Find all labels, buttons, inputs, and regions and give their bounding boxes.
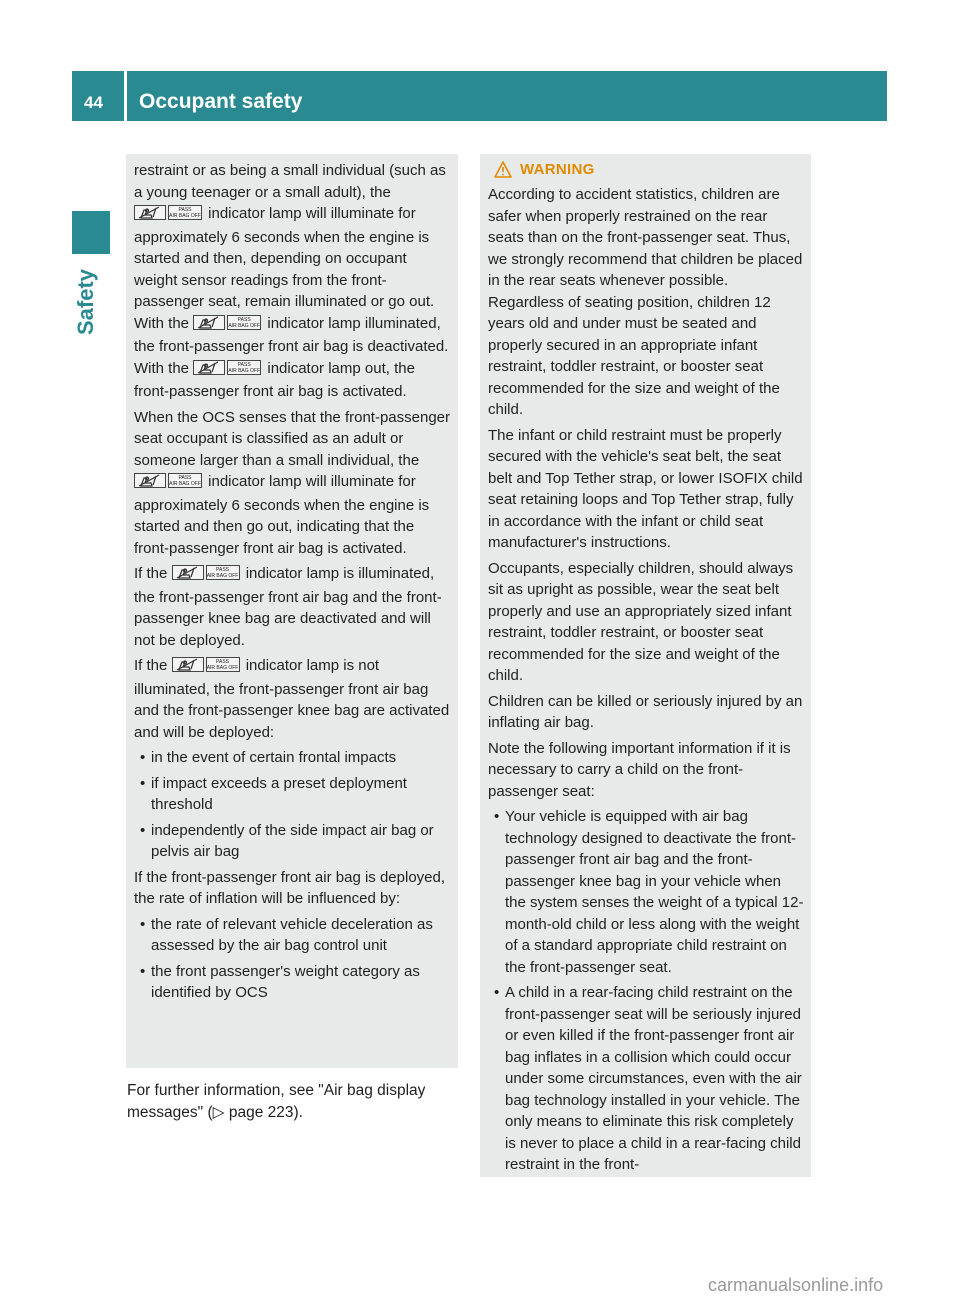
paragraph: Children can be killed or seriously injured by an inflating air bag. [488, 692, 803, 731]
list-item: • if impact exceeds a preset deployment threshold [140, 774, 407, 813]
left-content-box [126, 154, 458, 1068]
child-seat-icon [173, 566, 203, 579]
warning-box [480, 154, 811, 1177]
paragraph: According to accident statistics, children are safer when properly restrained on the rear seats than on the front-passenger seat. Thus, we strongly recommend that children be placed in the rear seats whenever possible. Regardless of seating position, children 12 years old and under must be seated and properly secured in an appropriate infant restraint, toddler restraint, or booster seat recommended for the size and weight of the child. [488, 186, 803, 418]
warning-triangle-icon [494, 161, 512, 178]
side-tab-block [72, 211, 110, 254]
pass-air-bag-off-indicator-icon: PASS AIR BAG OFF [172, 657, 242, 679]
child-seat-icon [194, 316, 224, 329]
paragraph: The infant or child restraint must be properly secured with the vehicle's seat belt, the seat belt and Top Tether strap, or lower ISOFIX child seat retaining loops and Top Tether strap, fully in accordance with the infant or child seat manufacturer's instructions. [488, 426, 803, 551]
page-title: Occupant safety [139, 90, 303, 113]
list-item: • the rate of relevant vehicle deceleration as assessed by the air bag control unit [140, 915, 433, 954]
paragraph: If the PASS AIR BAG OFF indicator lamp is not illuminated, the front-passenger front air bag and the front-passenger knee bag are activated and will be deployed: [134, 657, 450, 741]
paragraph: restraint or as being a small individual (such as a young teenager or a small adult), the PASS AIR BAG OFF indicator lamp will illuminate for approximately 6 seconds when the engine is started and then, depending on occupant weight sensor readings from the front-passenger seat, remain illuminated or go out. With the PASS AIR BAG OFF indicator lamp illuminated, the front-passenger front air bag is deactivated. With the PASS AIR BAG OFF indicator lamp out, the front-passenger front air bag is activated. [134, 162, 449, 400]
pass-air-bag-off-indicator-icon: PASS AIR BAG OFF [193, 360, 263, 382]
page-reference-arrow-icon: ▷ [212, 1104, 225, 1121]
list-item: • in the event of certain frontal impacts [140, 749, 397, 766]
paragraph: If the PASS AIR BAG OFF indicator lamp is illuminated, the front-passenger front air bag and the front-passenger knee bag are deactivated and will not be deployed. [134, 565, 442, 649]
list-item: • the front passenger's weight category as identified by OCS [140, 962, 420, 1001]
paragraph: When the OCS senses that the front-passenger seat occupant is classified as an adult or someone larger than a small individual, the PASS AIR BAG OFF indicator lamp will illuminate for approximately 6 seconds when the engine is started and then go out, indicating that the front-passenger front air bag is activated. [134, 408, 451, 557]
paragraph: Note the following important information if it is necessary to carry a child on the front-passenger seat: [488, 739, 791, 800]
list-item: • A child in a rear-facing child restraint on the front-passenger seat will be seriously injured or even killed if the front-passenger front air bag inflates in a collision which could occur under some circumstances, even with the air bag technology installed in your vehicle. The only means to eliminate this risk completely is never to place a child in a rear-facing child restraint in the front- [494, 984, 802, 1173]
paragraph: Occupants, especially children, should always sit as upright as possible, wear the seat belt properly and use an appropriately sized infant restraint, toddler restraint, or booster seat recommended for the size and weight of the child. [488, 559, 794, 684]
pass-air-bag-off-indicator-icon: PASS AIR BAG OFF [134, 473, 204, 495]
child-seat-icon [135, 474, 165, 487]
child-seat-icon [135, 206, 165, 219]
child-seat-icon [173, 658, 203, 671]
pass-air-bag-off-indicator-icon: PASS AIR BAG OFF [172, 565, 242, 587]
side-section-label: Safety [73, 268, 98, 335]
pass-air-bag-off-indicator-icon: PASS AIR BAG OFF [193, 315, 263, 337]
list-item: • Your vehicle is equipped with air bag technology designed to deactivate the front-passenger front air bag and the front-passenger knee bag in your vehicle when the system senses the weight of a typical 12-month-old child or less along with the weight of a standard appropriate child restraint on the front-passenger seat. [494, 808, 804, 976]
page-number: 44 [84, 93, 103, 112]
paragraph: If the front-passenger front air bag is deployed, the rate of inflation will be influenced by: [134, 868, 446, 907]
header-separator [124, 71, 127, 121]
further-info-text: For further information, see "Air bag display messages" (▷ page 223). [127, 1082, 426, 1121]
warning-title: WARNING [520, 160, 595, 178]
watermark: carmanualsonline.info [708, 1275, 884, 1295]
child-seat-icon [194, 361, 224, 374]
list-item: • independently of the side impact air bag or pelvis air bag [140, 821, 434, 860]
pass-air-bag-off-indicator-icon: PASS AIR BAG OFF [134, 205, 204, 227]
page-reference-link[interactable]: page 223). [224, 1104, 303, 1121]
warning-header [488, 158, 805, 180]
